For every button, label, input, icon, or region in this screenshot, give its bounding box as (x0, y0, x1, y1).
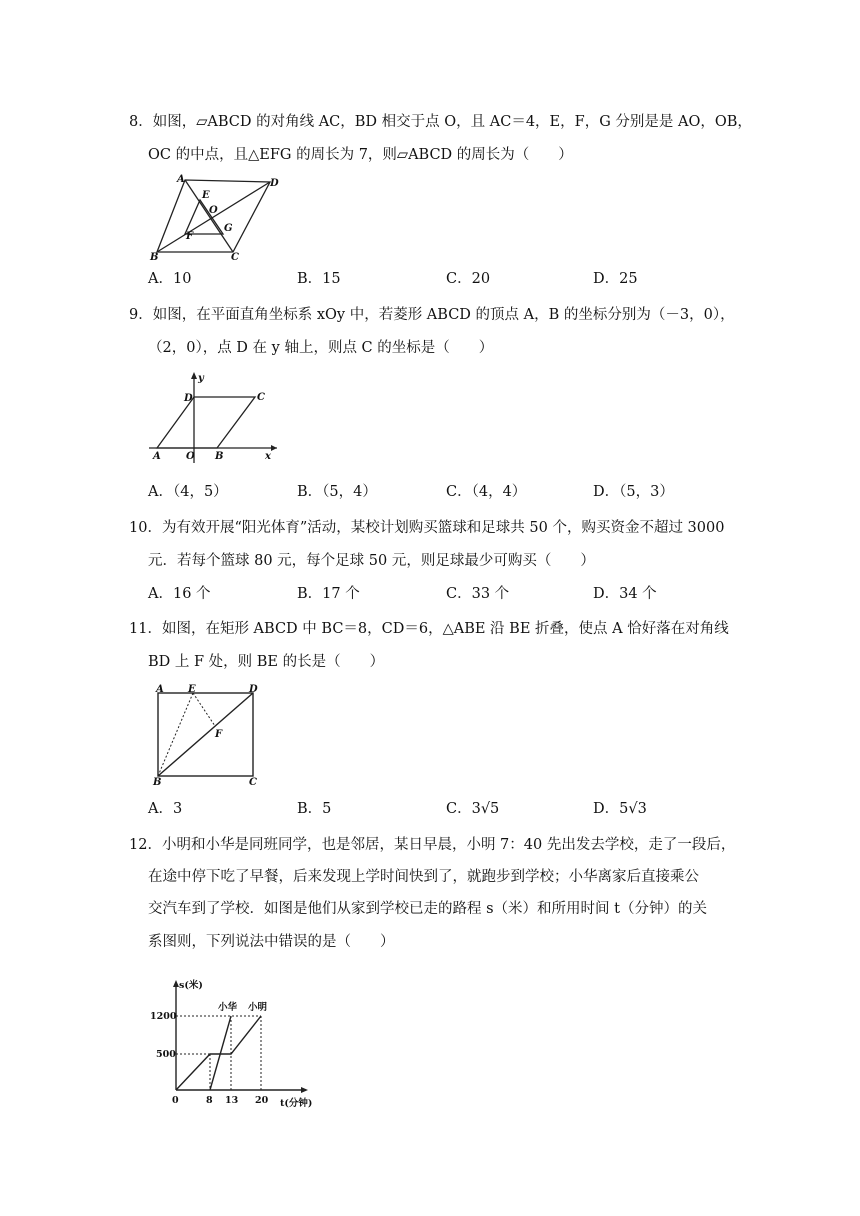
q11-rectangle-fold-figure (148, 684, 266, 786)
q11-line-1: 11．如图，在矩形 ABCD 中 BC＝8，CD＝6，△ABE 沿 BE 折叠，使点 A 恰好落在对角线 (129, 621, 729, 637)
q8-label-f: F (186, 231, 194, 242)
q12-line-3: 交汽车到了学校．如图是他们从家到学校已走的路程 s（米）和所用时间 t（分钟）的关 (148, 901, 707, 917)
s-axis-label: s(米) (179, 980, 203, 991)
q9-line-2: （2，0），点 D 在 y 轴上，则点 C 的坐标是（ ） (148, 340, 494, 356)
q12-line-2: 在途中停下吃了早餐，后来发现上学时间快到了，就跑步到学校；小华离家后直接乘公 (148, 869, 699, 885)
t-axis-arrow-icon (301, 1087, 308, 1093)
q9-label-o: O (186, 451, 195, 462)
q9-label-y: y (198, 373, 204, 384)
q12-line-1: 12．小明和小华是同班同学，也是邻居，某日早晨，小明 7：40 先出发去学校，走了一段后， (129, 837, 736, 853)
x-tick-13: 13 (225, 1095, 239, 1106)
xiaoming-label: 小明 (248, 1002, 268, 1013)
q12-distance-time-graph (148, 975, 318, 1109)
y-tick-500: 500 (156, 1049, 176, 1060)
q8-parallelogram-figure (145, 170, 285, 260)
xiaoming-path (176, 1016, 261, 1090)
q8-line-1: 8．如图，▱ABCD 的对角线 AC，BD 相交于点 O，且 AC＝4，E，F，G 分别是是 AO，OB， (129, 114, 752, 130)
q8-label-c: C (231, 252, 239, 260)
q9-label-b: B (215, 451, 224, 462)
q9-label-x: x (265, 451, 271, 462)
q11-label-e: E (188, 684, 196, 695)
t-axis-label: t(分钟) (280, 1098, 313, 1109)
q11-option-d[interactable]: D．5√3 (593, 801, 647, 817)
q11-option-b[interactable]: B．5 (297, 801, 332, 817)
q9-label-d: D (184, 393, 193, 404)
q11-label-d: D (249, 684, 258, 695)
q11-label-c: C (249, 777, 257, 786)
q8-label-a: A (177, 174, 185, 185)
q9-option-b[interactable]: B．（5，4） (297, 484, 377, 500)
q9-label-a: A (153, 451, 161, 462)
q10-option-c[interactable]: C．33 个 (446, 586, 510, 602)
q11-option-c[interactable]: C．3√5 (446, 801, 500, 817)
x-tick-0: 0 (172, 1095, 179, 1106)
q10-option-d[interactable]: D．34 个 (593, 586, 657, 602)
q8-option-d[interactable]: D．25 (593, 271, 638, 287)
q8-label-g: G (224, 223, 233, 234)
q9-label-c: C (257, 392, 265, 403)
q11-label-a: A (156, 684, 164, 695)
q9-option-c[interactable]: C．（4，4） (446, 484, 527, 500)
q10-line-2: 元．若每个篮球 80 元，每个足球 50 元，则足球最少可购买（ ） (148, 553, 595, 569)
q8-option-b[interactable]: B．15 (297, 271, 341, 287)
q11-label-b: B (153, 777, 162, 786)
q10-line-1: 10．为有效开展“阳光体育”活动，某校计划购买篮球和足球共 50 个，购买资金不超过 3000 (129, 520, 725, 536)
xiaohua-label: 小华 (218, 1002, 238, 1013)
q8-label-e: E (202, 190, 210, 201)
q11-label-f: F (215, 729, 223, 740)
q8-label-o: O (209, 205, 218, 216)
q9-option-a[interactable]: A．（4，5） (148, 484, 228, 500)
q10-option-a[interactable]: A．16 个 (148, 586, 211, 602)
q8-option-a[interactable]: A．10 (148, 271, 192, 287)
q9-line-1: 9．如图，在平面直角坐标系 xOy 中，若菱形 ABCD 的顶点 A，B 的坐标分别为（－3，0）， (129, 307, 735, 323)
x-axis-arrow-icon (271, 445, 277, 451)
y-tick-1200: 1200 (150, 1011, 177, 1022)
x-tick-20: 20 (255, 1095, 269, 1106)
q8-option-c[interactable]: C．20 (446, 271, 491, 287)
q9-option-d[interactable]: D．（5，3） (593, 484, 674, 500)
q11-option-a[interactable]: A．3 (148, 801, 183, 817)
q9-rhombus-coordinate-figure (145, 368, 280, 465)
y-axis-arrow-icon (191, 372, 197, 379)
q11-line-2: BD 上 F 处，则 BE 的长是（ ） (148, 654, 385, 670)
q12-line-4: 系图则，下列说法中错误的是（ ） (148, 934, 395, 950)
q8-label-b: B (150, 252, 159, 260)
q8-label-d: D (270, 178, 279, 189)
xiaohua-path (210, 1016, 231, 1090)
x-tick-8: 8 (206, 1095, 213, 1106)
q10-option-b[interactable]: B．17 个 (297, 586, 360, 602)
q8-line-2: OC 的中点，且△EFG 的周长为 7，则▱ABCD 的周长为（ ） (148, 147, 573, 163)
